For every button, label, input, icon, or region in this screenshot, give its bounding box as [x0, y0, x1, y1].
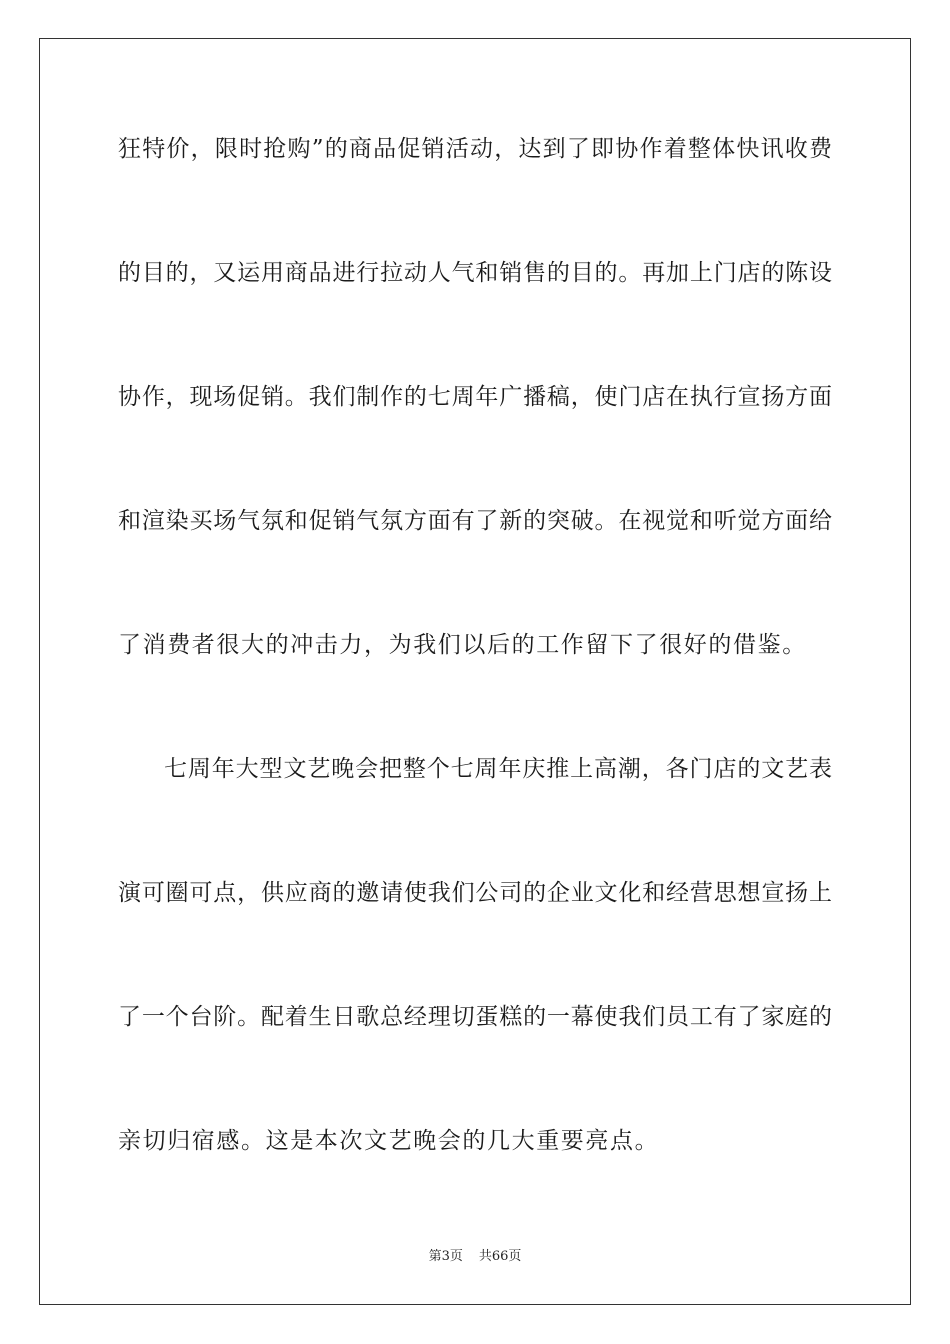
page-number: 第3页 — [428, 1249, 463, 1264]
body-text-line: 和渲染买场气氛和促销气氛方面有了新的突破。在视觉和听觉方面给 — [118, 508, 832, 534]
body-text-line: 了消费者很大的冲击力，为我们以后的工作留下了很好的借鉴。 — [118, 632, 807, 658]
body-text-line: 七周年大型文艺晚会把整个七周年庆推上高潮，各门店的文艺表 — [164, 756, 832, 782]
page-footer — [0, 1248, 950, 1266]
body-text-line: 的目的，又运用商品进行拉动人气和销售的目的。再加上门店的陈设 — [118, 260, 832, 286]
page-border — [39, 38, 911, 1305]
body-text-line: 了一个台阶。配着生日歌总经理切蛋糕的一幕使我们员工有了家庭的 — [118, 1004, 832, 1030]
body-text-line: 演可圈可点，供应商的邀请使我们公司的企业文化和经营思想宣扬上 — [118, 880, 832, 906]
page-total: 共66页 — [478, 1249, 522, 1264]
body-text-line: 协作，现场促销。我们制作的七周年广播稿，使门店在执行宣扬方面 — [118, 384, 832, 410]
body-text-line: 亲切归宿感。这是本次文艺晚会的几大重要亮点。 — [118, 1128, 660, 1154]
body-text-line: 狂特价，限时抢购”的商品促销活动，达到了即协作着整体快讯收费 — [118, 136, 832, 162]
